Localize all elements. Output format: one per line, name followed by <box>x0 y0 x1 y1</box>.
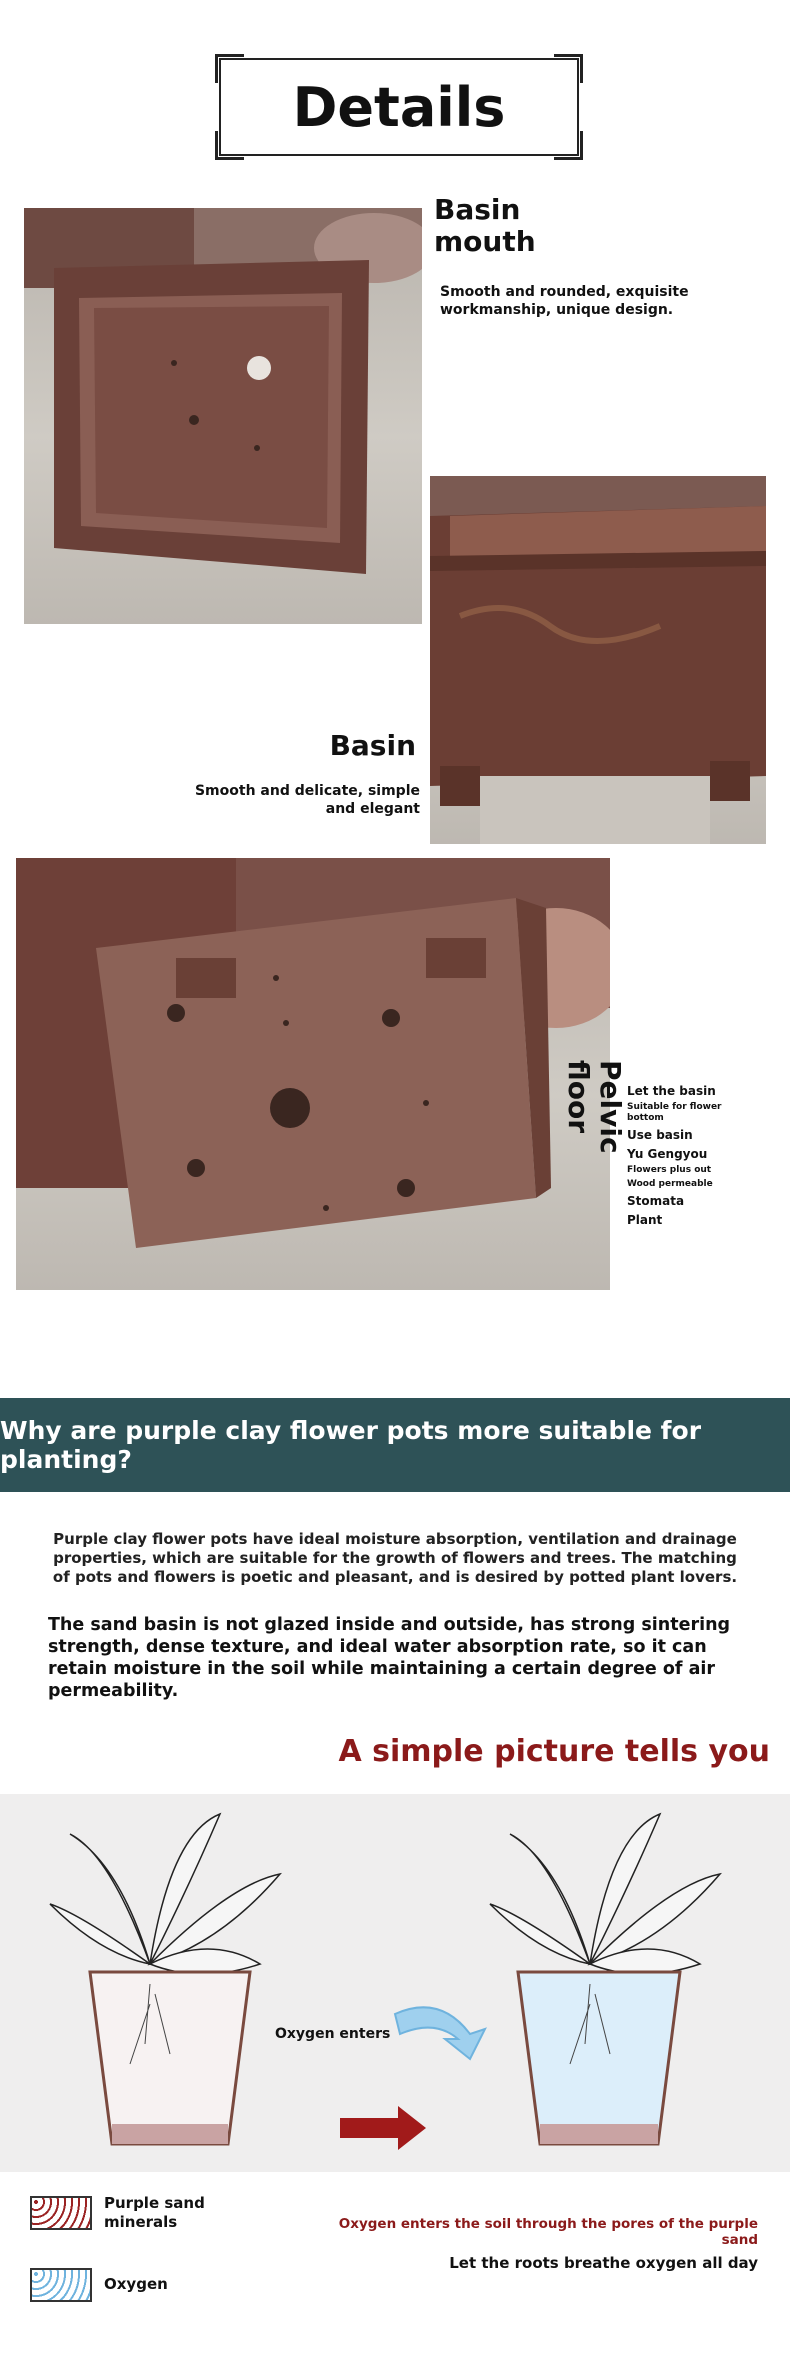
pelvic-floor-feature-item: Stomata <box>627 1194 685 1208</box>
basin-description <box>180 782 420 818</box>
section-banner: Why are purple clay flower pots more suitable for planting? <box>0 1398 790 1492</box>
pelvic-floor-feature-list <box>627 1080 727 1231</box>
pelvic-floor-title <box>562 1060 626 1154</box>
basin-side-photo <box>430 476 766 844</box>
caption-oxygen-pores: Oxygen enters the soil through the pores of the purple sand <box>338 2216 758 2248</box>
flower-pot-right-icon <box>518 1972 680 2144</box>
basin-desc-line: Smooth and delicate, simple <box>194 783 420 799</box>
plant-leaves-icon <box>50 1814 280 1974</box>
pelvic-floor-feature-item: Suitable for flower bottom <box>627 1102 722 1123</box>
basin-mouth-title <box>434 194 536 258</box>
basin-mouth-title-line: mouth <box>434 225 536 258</box>
basin-title: Basin <box>329 729 416 762</box>
oxygen-diagram <box>0 1794 790 2172</box>
pelvic-floor-feature-item: Use basin <box>627 1128 693 1142</box>
pelvic-floor-feature-item: Flowers plus out <box>627 1165 712 1175</box>
basin-mouth-title-line: Basin <box>434 193 521 226</box>
pelvic-floor-feature-item: Wood permeable <box>627 1179 713 1189</box>
page-title: Details <box>292 75 506 139</box>
basin-mouth-desc-line: Smooth and rounded, exquisite <box>440 284 689 300</box>
purple-sand-dots-icon <box>30 2196 92 2230</box>
basin-mouth-desc-line: workmanship, unique design. <box>440 302 674 318</box>
title-frame <box>219 58 579 156</box>
oxygen-flow-arrow-icon <box>395 2007 485 2059</box>
plant-leaves-icon <box>490 1814 720 1974</box>
oxygen-enters-label: Oxygen enters <box>275 2026 391 2042</box>
pelvic-floor-feature-item: Let the basin <box>627 1084 716 1098</box>
pelvic-floor-feature-item: Plant <box>627 1213 663 1227</box>
pelvic-floor-title-line: floor <box>562 1060 595 1134</box>
diagram-title: A simple picture tells you <box>338 1734 770 1769</box>
basin-mouth-description <box>440 283 689 319</box>
oxygen-dots-icon <box>30 2268 92 2302</box>
right-arrow-icon <box>340 2106 426 2150</box>
legend-label-line: Purple sand <box>104 2194 205 2212</box>
pelvic-floor-feature-item: Yu Gengyou <box>627 1147 708 1161</box>
intro-paragraph: Purple clay flower pots have ideal moisture absorption, ventilation and drainage properties, which are suitable for the growth of flowers and trees. The matching of pots and flowers is poetic and pleasant, and is desired by potted plant lovers. <box>52 1530 738 1586</box>
basin-desc-line: and elegant <box>325 801 420 817</box>
detail-paragraph: The sand basin is not glazed inside and outside, has strong sintering strength, dense texture, and ideal water absorption rate, so it can retain moisture in the soil while maintaining a certain degree of air permeability. <box>48 1615 731 1701</box>
flower-pot-left-icon <box>90 1972 250 2144</box>
legend-purple-sand-label <box>104 2194 205 2232</box>
pelvic-floor-title-line: Pelvic <box>594 1060 627 1154</box>
pelvic-floor-photo <box>16 858 610 1290</box>
legend-label-line: minerals <box>104 2213 178 2231</box>
basin-mouth-photo <box>24 208 422 624</box>
caption-roots-breathe: Let the roots breathe oxygen all day <box>449 2254 758 2272</box>
legend-oxygen-label: Oxygen <box>104 2275 168 2293</box>
